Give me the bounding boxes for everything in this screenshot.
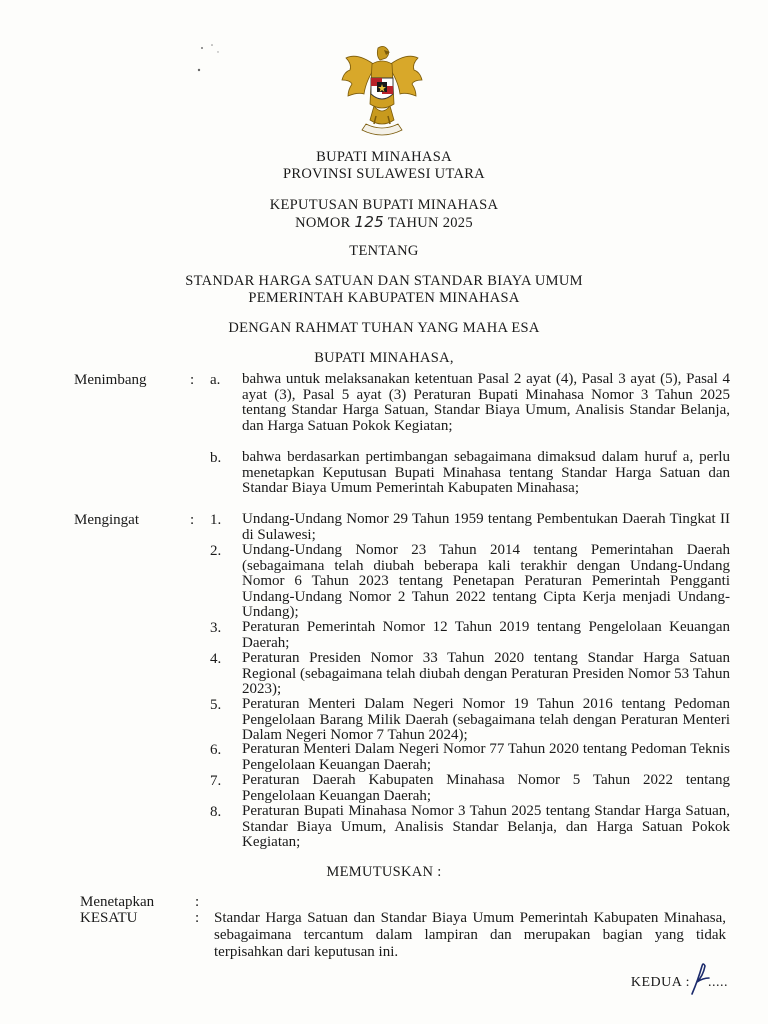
mengingat-marker-7: 7. bbox=[210, 773, 222, 789]
mengingat-item-1: Undang-Undang Nomor 29 Tahun 1959 tentang Pembentukan Daerah Tingkat II di Sulawesi; bbox=[242, 511, 730, 543]
menetapkan-label: Menetapkan bbox=[80, 894, 155, 910]
decree-number-prefix: NOMOR bbox=[295, 215, 351, 231]
mengingat-item-2: Undang-Undang Nomor 23 Tahun 2014 tentang Pemerintahan Daerah (sebagaimana telah diubah beberapa kali terakhir dengan Undang-Undang Nomor 6 Tahun 2023 tentang Penetapan Peraturan Pemerintah Pengganti Undang-Undang Nomor 2 Tahun 2022 tentang Cipta Kerja menjadi Undang-Undang); bbox=[242, 542, 730, 620]
issuer: BUPATI MINAHASA, bbox=[314, 350, 454, 366]
kesatu-label: KESATU bbox=[80, 910, 138, 926]
mengingat-marker-8: 8. bbox=[210, 804, 222, 820]
subject-line-1: STANDAR HARGA SATUAN DAN STANDAR BIAYA UMUM bbox=[185, 273, 583, 289]
garuda-emblem-icon bbox=[340, 44, 424, 144]
authority-line-1: BUPATI MINAHASA bbox=[316, 149, 452, 165]
decision-heading: MEMUTUSKAN : bbox=[326, 864, 442, 880]
mengingat-marker-1: 1. bbox=[210, 512, 222, 528]
mengingat-item-4: Peraturan Presiden Nomor 33 Tahun 2020 tentang Standar Harga Satuan Regional (sebagaimana telah diubah dengan Peraturan Presiden Nomor 53 Tahun 2023); bbox=[242, 650, 730, 697]
authority-line-2: PROVINSI SULAWESI UTARA bbox=[283, 166, 485, 182]
mengingat-item-7: Peraturan Daerah Kabupaten Minahasa Nomor 5 Tahun 2022 tentang Pengelolaan Keuangan Daerah; bbox=[242, 772, 730, 804]
mengingat-colon: : bbox=[190, 512, 195, 528]
next-page-label: KEDUA : bbox=[630, 975, 690, 990]
next-page-marker bbox=[631, 962, 728, 996]
mengingat-item-5: Peraturan Menteri Dalam Negeri Nomor 19 Tahun 2016 tentang Pedoman Pengelolaan Barang Milik Daerah (sebagaimana telah dengan Peraturan Menteri Dalam Negeri Nomor 7 Tahun 2024); bbox=[242, 696, 730, 743]
decree-number-suffix: TAHUN 2025 bbox=[387, 215, 473, 231]
menimbang-marker-a: a. bbox=[210, 372, 221, 388]
kesatu-text: Standar Harga Satuan dan Standar Biaya Umum Pemerintah Kabupaten Minahasa, sebagaimana tercantum dalam lampiran dan merupakan bagian yang tidak terpisahkan dari keputusan ini. bbox=[214, 910, 726, 960]
menimbang-colon: : bbox=[190, 372, 195, 388]
mengingat-marker-5: 5. bbox=[210, 697, 222, 713]
scan-smudge-marks bbox=[190, 40, 230, 80]
menimbang-item-a: bahwa untuk melaksanakan ketentuan Pasal 2 ayat (4), Pasal 3 ayat (5), Pasal 4 ayat (3), Pasal 5 ayat (3) Peraturan Bupati Minahasa Nomor 3 Tahun 2025 tentang Standar Harga Satuan, Standar Biaya Umum, Analisis Standar Belanja, dan Harga Satuan Pokok Kegiatan; bbox=[242, 371, 730, 434]
decree-number-handwritten: 125 bbox=[354, 213, 385, 231]
mengingat-item-3: Peraturan Pemerintah Nomor 12 Tahun 2019 tentang Pengelolaan Keuangan Daerah; bbox=[242, 619, 730, 651]
mengingat-marker-3: 3. bbox=[210, 620, 222, 636]
mengingat-label: Mengingat bbox=[74, 512, 139, 528]
mengingat-marker-4: 4. bbox=[210, 651, 222, 667]
menetapkan-colon: : bbox=[195, 894, 200, 910]
mengingat-marker-6: 6. bbox=[210, 742, 222, 758]
next-page-dots: ..... bbox=[708, 975, 728, 990]
menimbang-item-b: bahwa berdasarkan pertimbangan sebagaimana dimaksud dalam huruf a, perlu menetapkan Keputusan Bupati Minahasa tentang Standar Harga Satuan dan Standar Biaya Umum Pemerintah Kabupaten Minahasa; bbox=[242, 449, 730, 496]
subject-line-2: PEMERINTAH KABUPATEN MINAHASA bbox=[248, 290, 520, 306]
mengingat-item-6: Peraturan Menteri Dalam Negeri Nomor 77 Tahun 2020 tentang Pedoman Teknis Pengelolaan Keuangan Daerah; bbox=[242, 741, 730, 773]
invocation: DENGAN RAHMAT TUHAN YANG MAHA ESA bbox=[228, 320, 540, 336]
mengingat-item-8: Peraturan Bupati Minahasa Nomor 3 Tahun 2025 tentang Standar Harga Satuan, Standar Biaya Umum, Analisis Standar Belanja, dan Harga Satuan Pokok Kegiatan; bbox=[242, 803, 730, 850]
decree-number-line bbox=[0, 214, 768, 232]
mengingat-marker-2: 2. bbox=[210, 543, 222, 559]
menimbang-marker-b: b. bbox=[210, 450, 222, 466]
decree-title: KEPUTUSAN BUPATI MINAHASA bbox=[269, 197, 499, 213]
kesatu-colon: : bbox=[195, 910, 200, 926]
menimbang-label: Menimbang bbox=[74, 372, 147, 388]
about-heading: TENTANG bbox=[349, 243, 419, 259]
